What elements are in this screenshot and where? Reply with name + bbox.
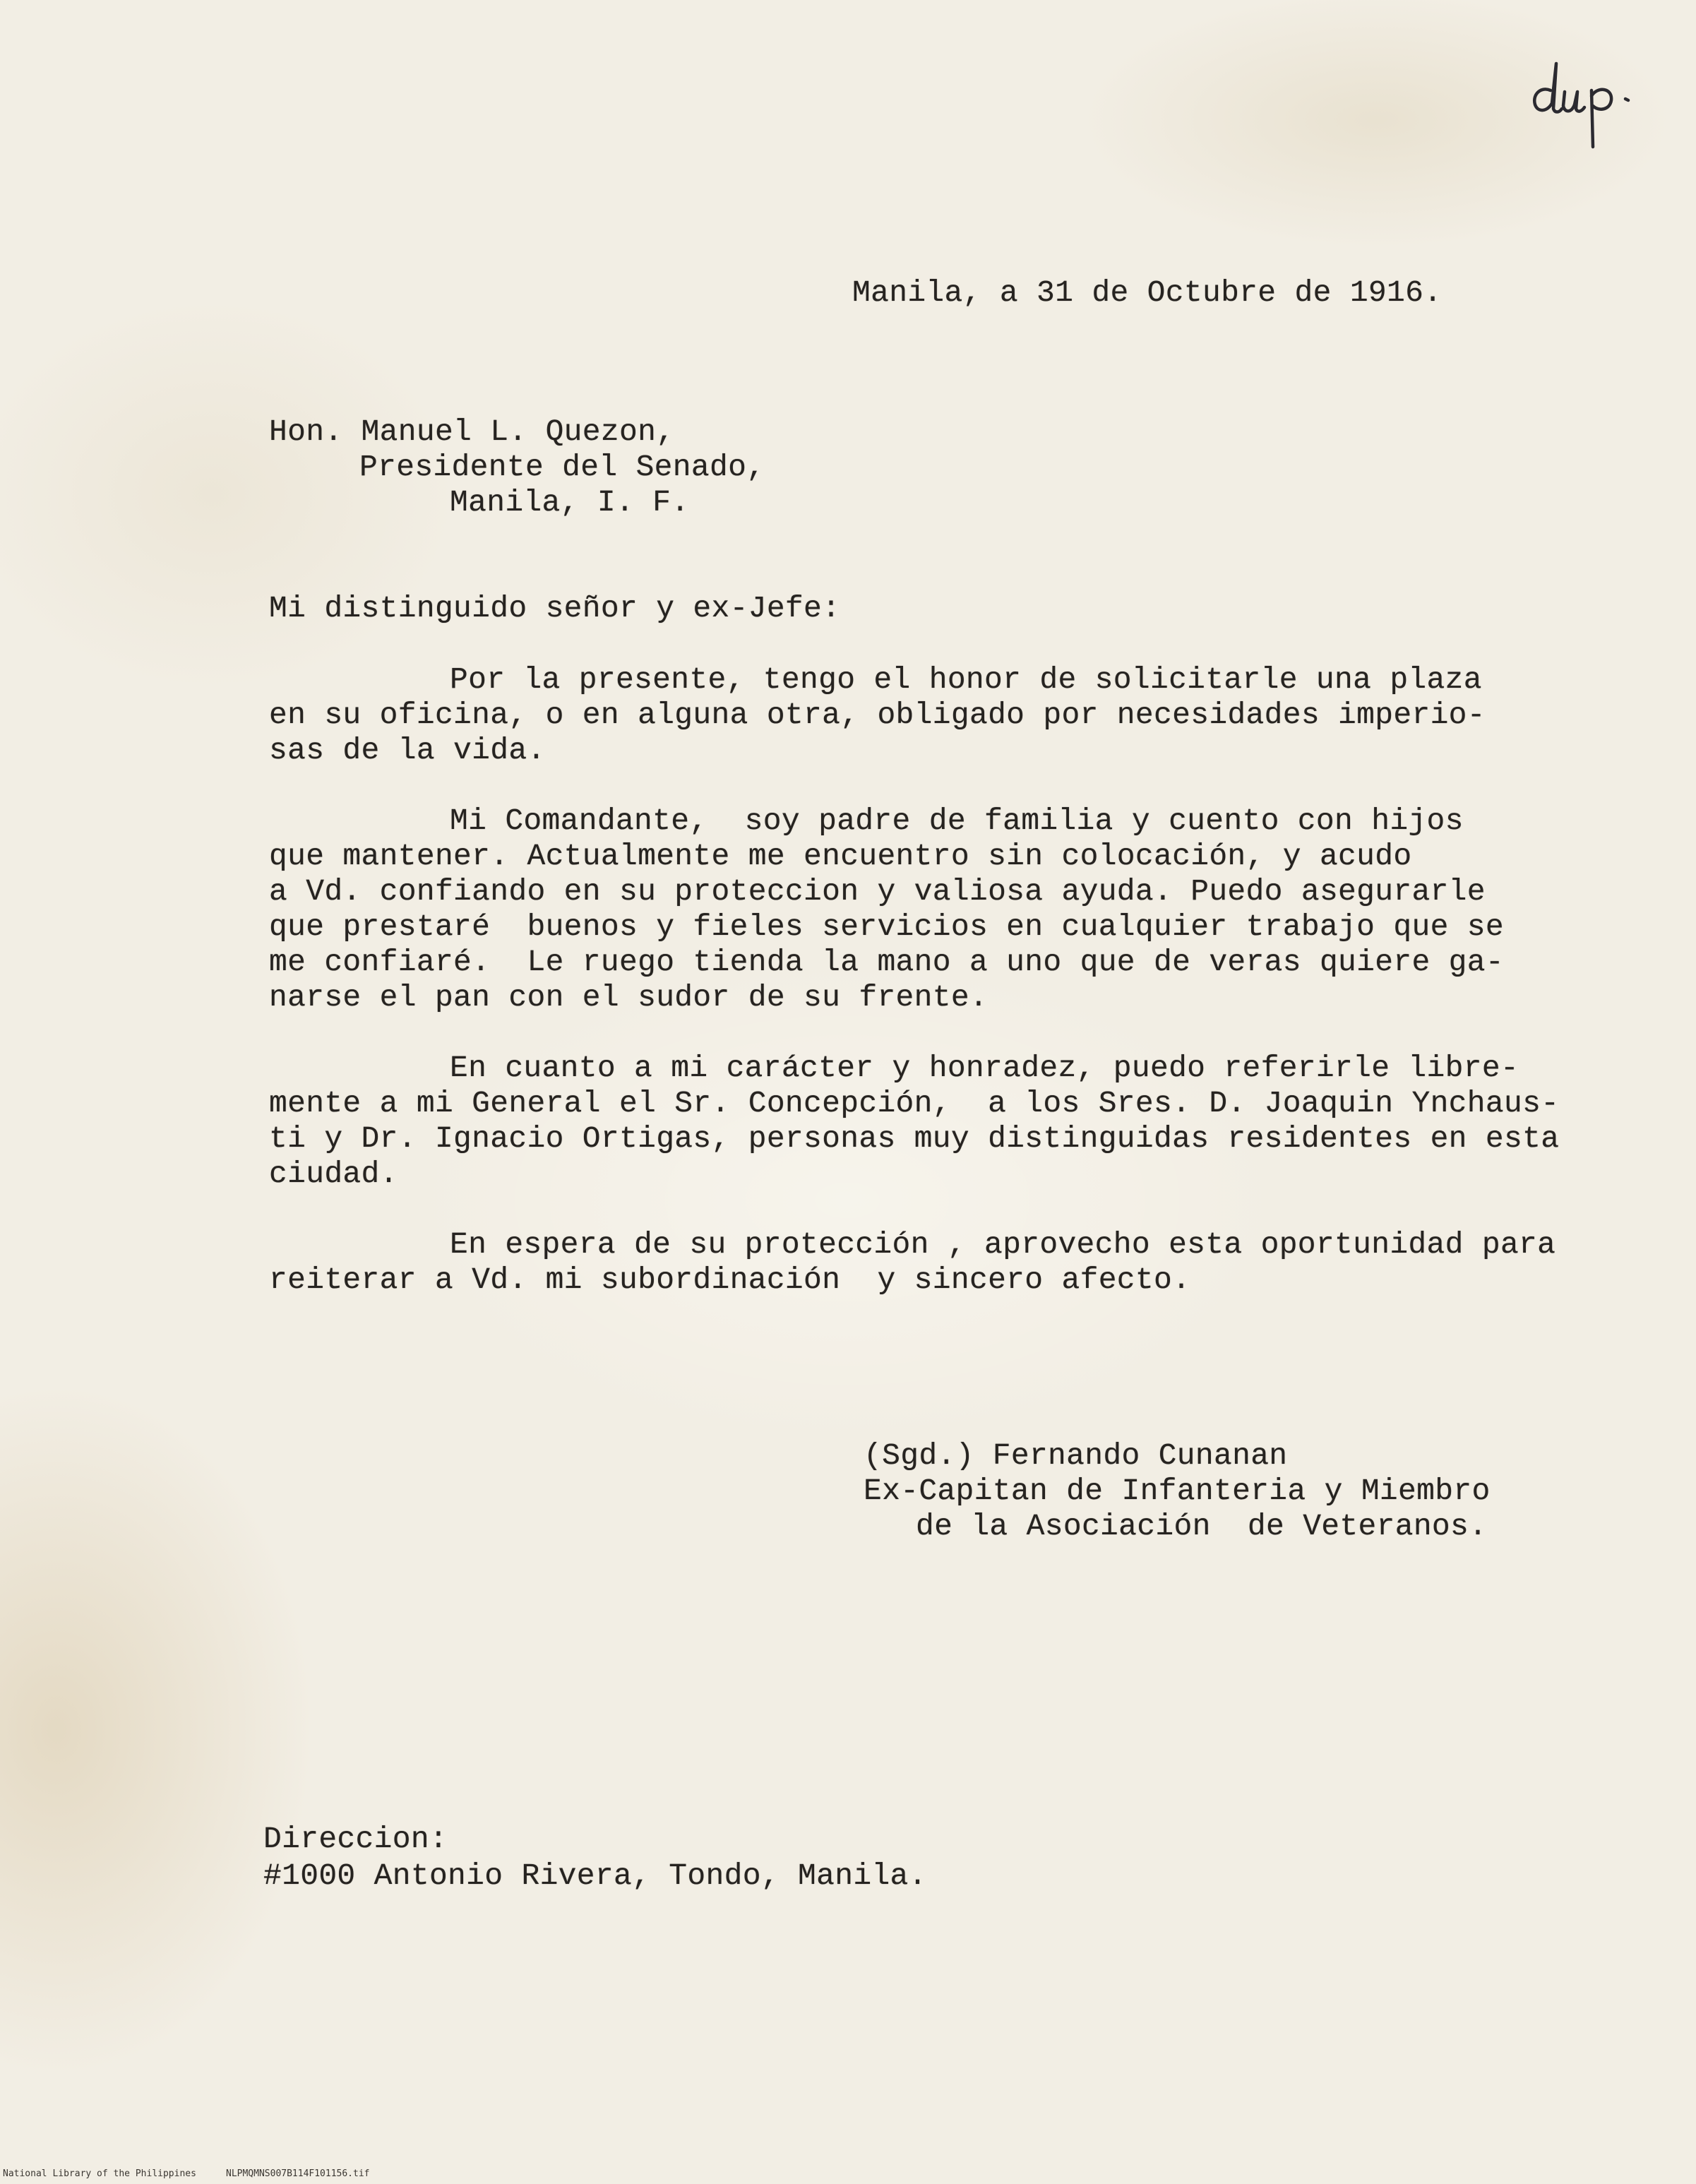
paragraph-3-line-2: mente a mi General el Sr. Concepción, a los Sres. D. Joaquin Ynchaus- xyxy=(269,1086,1560,1121)
signature-line-1: (Sgd.) Fernando Cunanan xyxy=(864,1438,1288,1473)
paragraph-4-line-2: reiterar a Vd. mi subordinación y sincero afecto. xyxy=(269,1263,1191,1297)
paragraph-1-line-1: Por la presente, tengo el honor de solicitarle una plaza xyxy=(450,662,1482,697)
paragraph-3-line-3: ti y Dr. Ignacio Ortigas, personas muy distinguidas residentes en esta xyxy=(269,1121,1560,1156)
recipient-name: Hon. Manuel L. Quezon, xyxy=(269,414,675,449)
paragraph-2-line-3: a Vd. confiando en su proteccion y valiosa ayuda. Puedo asegurarle xyxy=(269,874,1486,909)
signature-line-3: de la Asociación de Veteranos. xyxy=(916,1509,1488,1544)
paragraph-2-line-6: narse el pan con el sudor de su frente. xyxy=(269,980,989,1015)
paragraph-2-line-5: me confiaré. Le ruego tienda la mano a uno que de veras quiere ga- xyxy=(269,945,1504,979)
date-line: Manila, a 31 de Octubre de 1916. xyxy=(852,275,1443,310)
address-value: #1000 Antonio Rivera, Tondo, Manila. xyxy=(263,1858,927,1893)
handwritten-note-dup xyxy=(1525,49,1652,155)
salutation: Mi distinguido señor y ex-Jefe: xyxy=(269,591,841,626)
address-label: Direccion: xyxy=(263,1822,448,1856)
paragraph-2-line-1: Mi Comandante, soy padre de familia y cuento con hijos xyxy=(450,804,1464,838)
paragraph-1-line-3: sas de la vida. xyxy=(269,733,546,768)
recipient-city: Manila, I. F. xyxy=(450,485,690,520)
footer-library: National Library of the Philippines xyxy=(3,2168,196,2179)
paragraph-2-line-2: que mantener. Actualmente me encuentro sin colocación, y acudo xyxy=(269,839,1412,873)
paragraph-3-line-1: En cuanto a mi carácter y honradez, puedo referirle libre- xyxy=(450,1051,1519,1085)
paragraph-2-line-4: que prestaré buenos y fieles servicios en cualquier trabajo que se xyxy=(269,909,1504,944)
paragraph-3-line-4: ciudad. xyxy=(269,1157,398,1191)
paragraph-1-line-2: en su oficina, o en alguna otra, obligado por necesidades imperio- xyxy=(269,698,1486,732)
recipient-title: Presidente del Senado, xyxy=(359,450,765,484)
signature-line-2: Ex-Capitan de Infanteria y Miembro xyxy=(864,1474,1491,1508)
footer-file: NLPMQMNS007B114F101156.tif xyxy=(226,2168,370,2179)
paragraph-4-line-1: En espera de su protección , aprovecho esta oportunidad para xyxy=(450,1227,1556,1262)
